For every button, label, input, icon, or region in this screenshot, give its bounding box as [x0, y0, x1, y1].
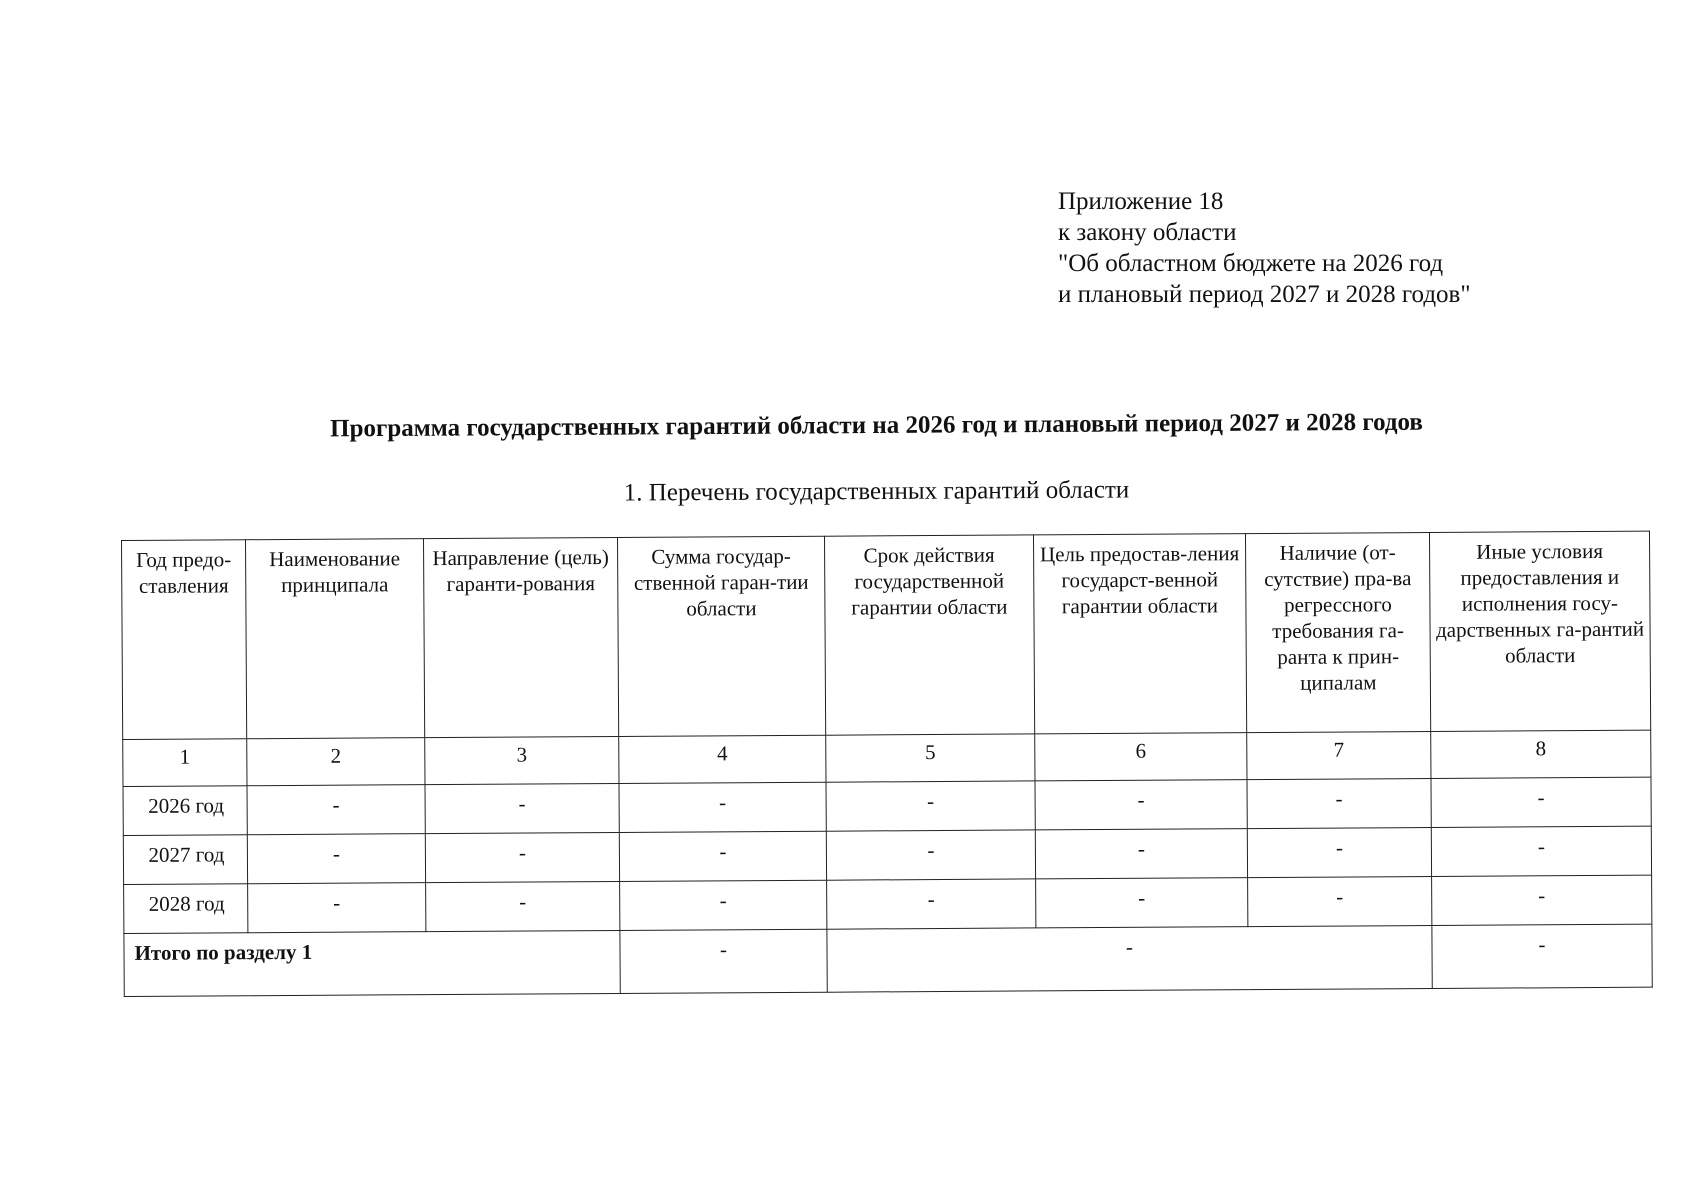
total-last-cell: - — [1432, 924, 1652, 988]
appendix-line: Приложение 18 — [1058, 188, 1224, 215]
header-cell-year: Год предо-ставления — [122, 540, 247, 740]
table-cell: - — [1248, 877, 1432, 927]
year-cell: 2028 год — [124, 884, 248, 934]
table-cell: - — [826, 781, 1035, 831]
total-row — [124, 924, 1652, 996]
header-cell-sum: Сумма государ-ственной гаран-тии области — [617, 536, 825, 736]
table-cell: - — [1247, 828, 1431, 878]
column-number: 1 — [123, 739, 247, 787]
column-number: 2 — [247, 738, 425, 786]
table-cell: - — [1035, 780, 1247, 830]
total-middle-cell: - — [827, 925, 1432, 992]
section-title: 1. Перечень государственных гарантий области — [623, 476, 1130, 507]
year-cell: 2027 год — [123, 835, 247, 885]
table-cell: - — [247, 834, 425, 884]
table-cell: - — [620, 880, 827, 930]
table-cell: - — [827, 879, 1036, 929]
column-number: 6 — [1035, 733, 1247, 781]
table-cell: - — [248, 883, 426, 933]
table-cell: - — [826, 830, 1035, 880]
table-cell: - — [425, 832, 619, 882]
column-number: 7 — [1247, 732, 1431, 780]
table-cell: - — [425, 783, 619, 833]
table-cell: - — [1432, 875, 1652, 925]
table-cell: - — [1431, 826, 1651, 876]
table-cell: - — [619, 831, 826, 881]
header-cell-principal: Наименование принципала — [246, 539, 425, 739]
table-cell: - — [426, 881, 620, 931]
appendix-line: и плановый период 2027 и 2028 годов" — [1058, 281, 1471, 308]
header-cell-purpose: Цель предостав-ления государст-венной гарантии области — [1033, 534, 1246, 734]
header-cell-direction: Направление (цель) гаранти-рования — [423, 537, 618, 737]
column-number: 5 — [826, 734, 1035, 782]
appendix-line: "Об областном бюджете на 2026 год — [1058, 250, 1444, 277]
column-number: 3 — [425, 736, 619, 784]
table-cell: - — [619, 782, 826, 832]
table-cell: - — [247, 785, 425, 835]
year-cell: 2026 год — [123, 786, 247, 836]
header-cell-regress: Наличие (от-сутствие) пра-ва регрессного требования га-ранта к прин-ципалам — [1245, 533, 1430, 733]
header-row — [122, 531, 1651, 739]
table-cell: - — [1431, 777, 1651, 827]
table-cell: - — [1036, 878, 1248, 928]
guarantees-table — [121, 531, 1653, 997]
column-number: 8 — [1431, 730, 1651, 778]
column-number: 4 — [619, 735, 826, 783]
header-cell-term: Срок действия государственной гарантии области — [824, 535, 1034, 735]
appendix-block — [1058, 186, 1471, 310]
appendix-line: к закону области — [1058, 219, 1237, 246]
table-cell: - — [1247, 779, 1431, 829]
document-title: Программа государственных гарантий области на 2026 год и плановый период 2027 и 2028 годов — [330, 408, 1423, 443]
total-sum-cell: - — [620, 929, 827, 993]
header-cell-other: Иные условия предоставления и исполнения госу-дарственных га-рантий области — [1429, 531, 1650, 731]
guarantees-table-container — [121, 531, 1652, 997]
total-label: Итого по разделу 1 — [124, 930, 620, 996]
table-cell: - — [1035, 829, 1247, 879]
